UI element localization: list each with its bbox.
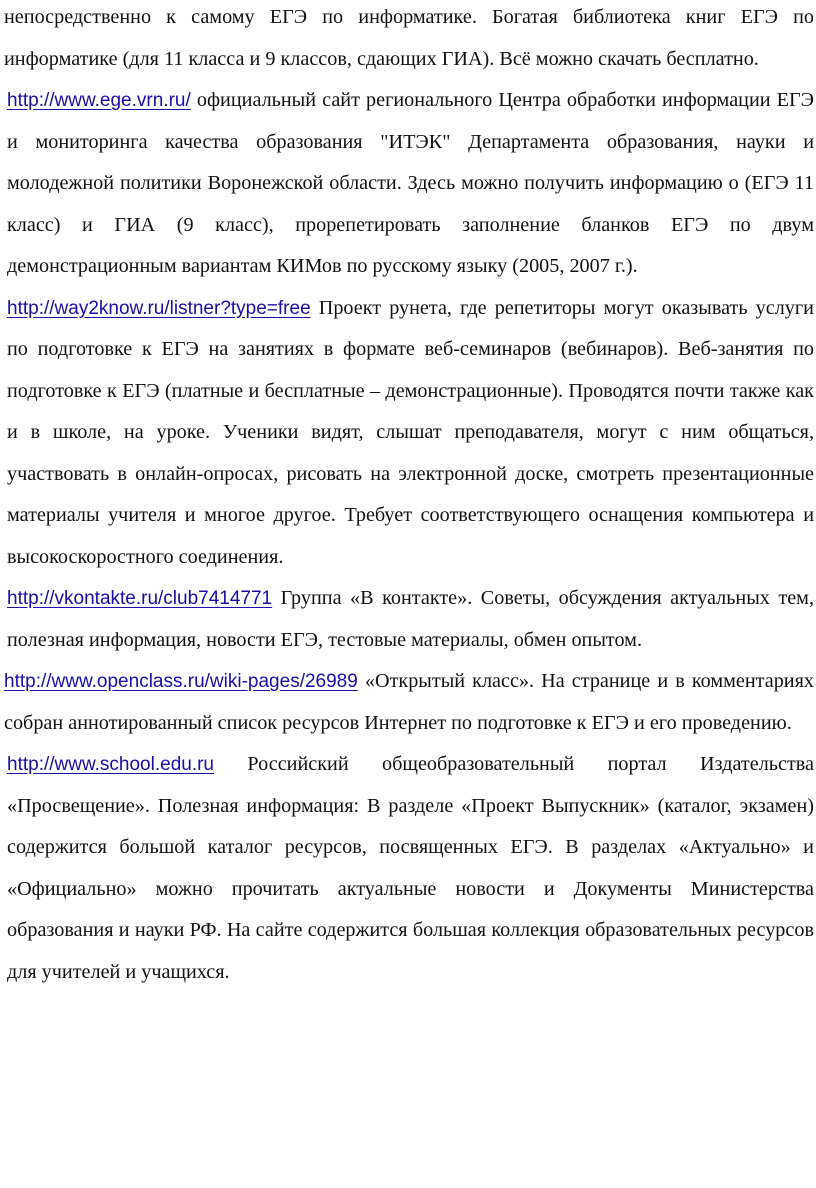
link-vkontakte[interactable]: http://vkontakte.ru/club7414771 [7, 588, 273, 609]
link-way2know[interactable]: http://way2know.ru/listner?type=free [7, 297, 311, 319]
link-school-edu[interactable]: http://www.school.edu.ru [7, 754, 214, 775]
paragraph-text: официальный сайт регионального Центра обработки информации ЕГЭ и мониторинга качества образования "ИТЭК" Департамента образования, науки и молодежной политики Воронежской области. Здесь можно получить информацию о (ЕГЭ 11 класс) и ГИА (9 класс), прорепетировать заполнение бланков ЕГЭ по двум демонстрационным вариантам КИМов по русскому языку (2005, 2007 г.). [7, 89, 814, 277]
link-ege-vrn[interactable]: http://www.ege.vrn.ru/ [7, 90, 191, 111]
paragraph-vkontakte [4, 578, 814, 661]
paragraph-openclass [4, 661, 814, 744]
paragraph-school-edu [4, 744, 814, 993]
paragraph-text: Группа «В контакте». Советы, обсуждения актуальных тем, полезная информация, новости ЕГЭ, тестовые материалы, обмен опытом. [7, 587, 814, 651]
paragraph-text: Проект рунета, где репетиторы могут оказывать услуги по подготовке к ЕГЭ на занятиях в формате веб-семинаров (вебинаров). Веб-занятия по подготовке к ЕГЭ (платные и бесплатные – демонстрационные). Проводятся почти также как и в школе, на уроке. Ученики видят, слышат преподавателя, могут с ним общаться, участвовать в онлайн-опросах, рисовать на электронной доске, смотреть презентационные материалы учителя и многое другое. Требует соответствующего оснащения компьютера и высокоскоростного соединения. [7, 296, 814, 568]
link-openclass[interactable]: http://www.openclass.ru/wiki-pages/26989 [4, 671, 358, 692]
paragraph-text: непосредственно к самому ЕГЭ по информатике. Богатая библиотека книг ЕГЭ по информатике (для 11 класса и 9 классов, сдающих ГИА). Всё можно скачать бесплатно. [4, 6, 814, 70]
paragraph-ege-vrn [4, 80, 814, 288]
paragraph-text: Российский общеобразовательный портал Издательства «Просвещение». Полезная информация: В разделе «Проект Выпускник» (каталог, экзамен) содержится большой каталог ресурсов, посвященных ЕГЭ. В разделах «Актуально» и «Официально» можно прочитать актуальные новости и Документы Министерства образования и науки РФ. На сайте содержится большая коллекция образовательных ресурсов для учителей и учащихся. [7, 753, 814, 983]
paragraph-way2know [4, 288, 814, 579]
paragraph-ege-library [4, 0, 814, 80]
paragraph-text: «Открытый класс». На странице и в комментариях собран аннотированный список ресурсов Интернет по подготовке к ЕГЭ и его проведению. [4, 670, 814, 734]
